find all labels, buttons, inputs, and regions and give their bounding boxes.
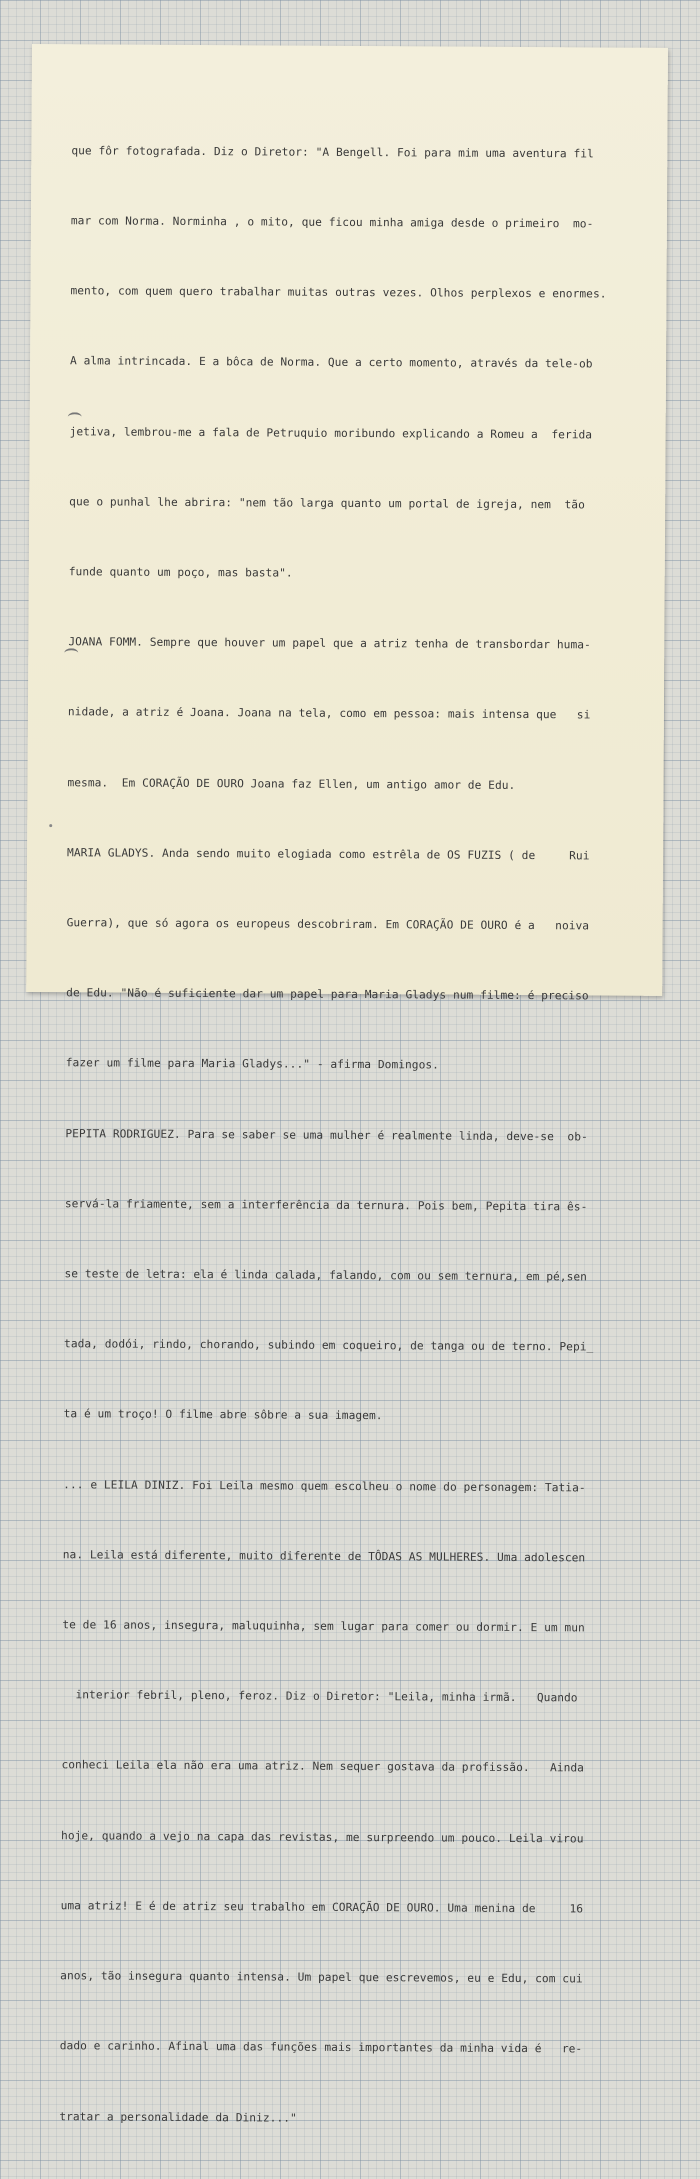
text-line: tada, dodói, rindo, chorando, subindo em coqueiro, de tanga ou de terno. Pepi_	[64, 1337, 594, 1354]
text-line: dado e carinho. Afinal uma das funções mais importantes da minha vida é re-	[59, 2039, 583, 2056]
text-line: anos, tão insegura quanto intensa. Um papel que escrevemos, eu e Edu, com cui	[60, 1969, 583, 1986]
text-line: nidade, a atriz é Joana. Joana na tela, como em pessoa: mais intensa que si	[67, 705, 591, 722]
text-line: funde quanto um poço, mas basta".	[68, 565, 293, 580]
text-line: interior febril, pleno, feroz. Diz o Diretor: "Leila, minha irmã. Quando	[61, 1688, 578, 1705]
text-line: se teste de letra: ela é linda calada, falando, com ou sem ternura, em pé,sen	[64, 1267, 588, 1284]
text-line: tratar a personalidade da Diniz..."	[59, 2109, 297, 2125]
text-line: conheci Leila ela não era uma atriz. Nem sequer gostava da profissão. Ainda	[61, 1758, 585, 1775]
text-line: que o punhal lhe abrira: "nem tão larga quanto um portal de igreja, nem tão	[69, 495, 585, 512]
text-line: mesma. Em CORAÇÃO DE OURO Joana faz Ellen, um antigo amor de Edu.	[67, 775, 516, 792]
text-line: fazer um filme para Maria Gladys..." - afirma Domingos.	[65, 1056, 440, 1072]
paper-sheet	[26, 44, 668, 2125]
text-line: PEPITA RODRIGUEZ. Para se saber se uma mulher é realmente linda, deve-se ob-	[65, 1126, 588, 1144]
text-line: A alma intrincada. E a bôca de Norma. Que a certo momento, através da tele-ob	[70, 354, 593, 371]
text-line: que fôr fotografada. Diz o Diretor: "A Bengell. Foi para mim uma aventura fil	[71, 144, 594, 161]
text-line: de Edu. "Não é suficiente dar um papel para Maria Gladys num filme: é preciso	[66, 986, 589, 1003]
text-line: na. Leila está diferente, muito diferente de TÔDAS AS MULHERES. Uma adolescen	[62, 1548, 586, 1565]
text-line: mar com Norma. Norminha , o mito, que ficou minha amiga desde o primeiro mo-	[70, 214, 594, 231]
text-line: Guerra), que só agora os europeus descobriram. Em CORAÇÃO DE OURO é a noiva	[66, 916, 590, 933]
text-line: uma atriz! E é de atriz seu trabalho em CORAÇÃO DE OURO. Uma menina de 16	[60, 1899, 584, 1916]
text-line: ta é um troço! O filme abre sôbre a sua imagem.	[63, 1407, 383, 1423]
text-line: ... e LEILA DINIZ. Foi Leila mesmo quem escolheu o nome do personagem: Tatia-	[63, 1477, 586, 1495]
typewritten-text	[59, 92, 652, 2178]
text-line: te de 16 anos, insegura, maluquinha, sem lugar para comer ou dormir. E um mun	[62, 1618, 585, 1635]
text-line: servá-la friamente, sem a interferência da ternura. Pois bem, Pepita tira ês-	[64, 1197, 588, 1214]
text-line: mento, com quem quero trabalhar muitas outras vezes. Olhos perplexos e enormes.	[70, 284, 607, 301]
text-line: MARIA GLADYS. Anda sendo muito elogiada como estrêla de OS FUZIS ( de Rui	[67, 846, 590, 863]
text-line: JOANA FOMM. Sempre que houver um papel que a atriz tenha de transbordar huma-	[68, 635, 591, 652]
text-line: hoje, quando a vejo na capa das revistas, me surpreendo um pouco. Leila virou	[61, 1828, 584, 1846]
text-line: jetiva, lembrou-me a fala de Petruquio moribundo explicando a Romeu a ferida	[69, 424, 593, 442]
margin-dot	[49, 824, 52, 827]
